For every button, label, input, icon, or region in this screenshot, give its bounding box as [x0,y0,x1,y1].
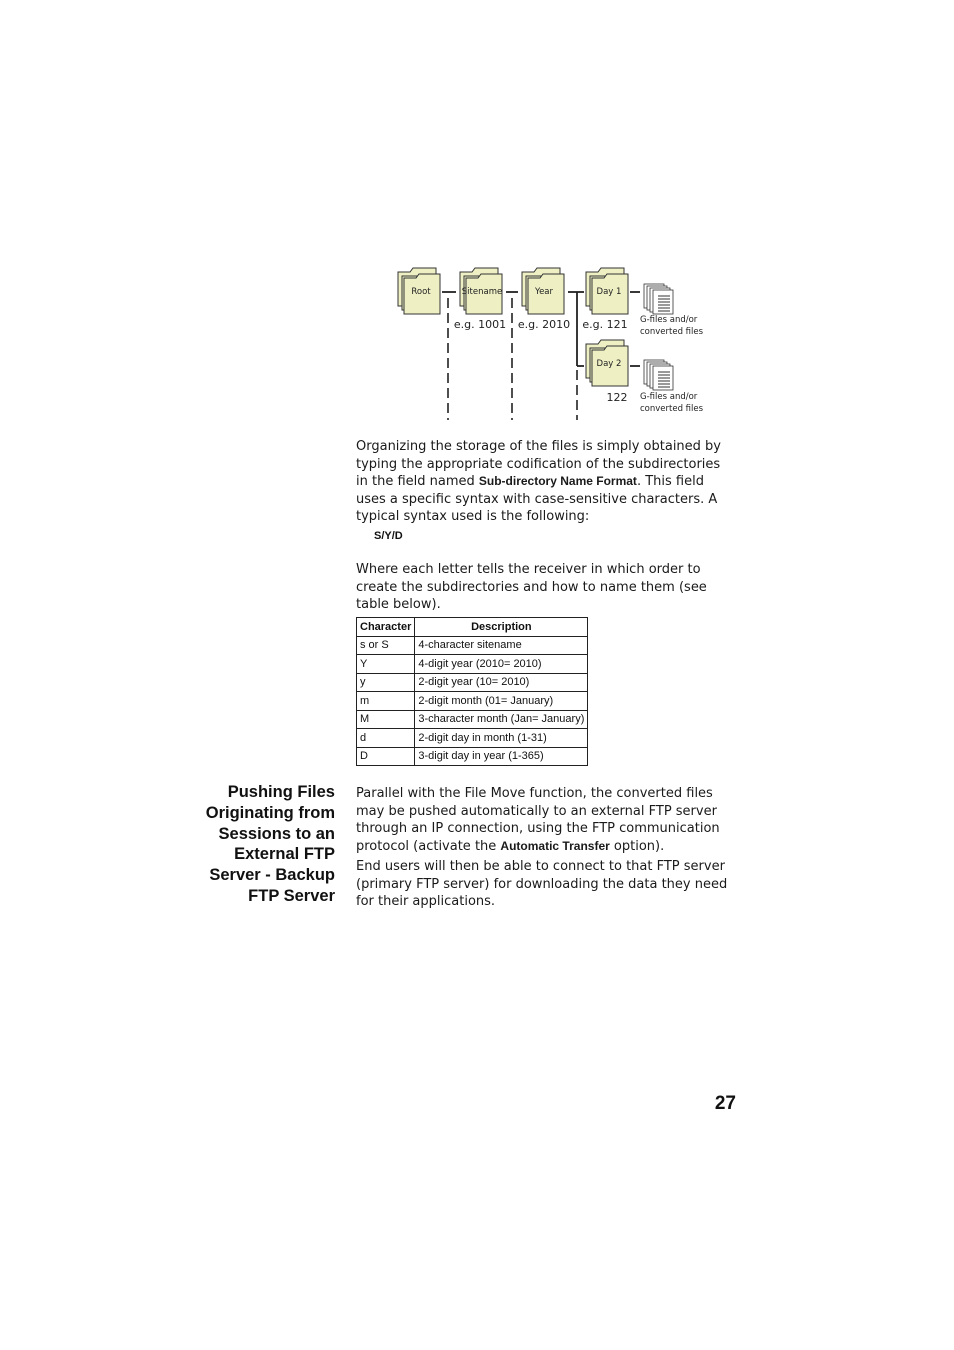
table-cell: 3-character month (Jan= January) [415,710,588,729]
sitename-folder-label: Sitename [461,287,503,297]
table-cell: 2-digit month (01= January) [415,692,588,711]
table-cell: d [357,729,415,748]
table-cell: 4-character sitename [415,636,588,655]
section-heading-line: External FTP [234,845,335,864]
table-cell: 3-digit day in year (1-365) [415,747,588,766]
root-folder-label: Root [411,287,431,297]
files-stack-icon [644,284,673,314]
section-paragraph-2: End users will then be able to connect to that FTP server (primary FTP server) for downloading the data they need for their applications. [356,859,728,910]
table-row [357,636,588,655]
table-row [357,673,588,692]
section-paragraph-1 [356,785,736,855]
table-header-row [357,618,588,637]
files-label-line2: converted files [640,327,704,337]
intro-text-after: . This field uses a specific syntax with case-sensitive characters. A typical syntax used is the following: [356,474,718,525]
files-label-line1: G-files and/or [640,392,698,402]
section-heading-line: Server - Backup [209,866,335,885]
table-row [357,710,588,729]
syntax-example: S/Y/D [374,530,403,542]
files-stack-icon [644,360,673,390]
year-example: e.g. 2010 [517,318,571,331]
section-heading-line: Sessions to an [218,824,335,843]
table-row [357,747,588,766]
field-name: Sub-directory Name Format [478,474,637,489]
day2-folder-label: Day 2 [596,359,622,369]
automatic-transfer-option: Automatic Transfer [500,838,610,853]
table-cell: m [357,692,415,711]
page-number: 27 [714,1093,736,1114]
section-heading-line: Originating from [205,803,335,822]
intro-paragraph [356,438,736,526]
table-cell: y [357,673,415,692]
section-heading [190,782,335,907]
year-folder-label: Year [535,287,553,297]
para1-text-before: Parallel with the File Move function, the converted files may be pushed automatically to an external FTP server through an IP connection, using the FTP communication protocol (activate the [356,786,720,854]
section-heading-line: FTP Server [248,886,335,905]
table-header: Character [357,618,415,637]
table-row [357,655,588,674]
table-cell: 4-digit year (2010= 2010) [415,655,588,674]
table-header: Description [415,618,588,637]
day2-example: 122 [606,391,628,404]
table-cell: Y [357,655,415,674]
table-cell: M [357,710,415,729]
table-cell: 2-digit day in month (1-31) [415,729,588,748]
table-cell: s or S [357,636,415,655]
table-row [357,692,588,711]
day1-folder-label: Day 1 [596,287,622,297]
sitename-example: e.g. 1001 [453,318,507,331]
intro-text-before: Organizing the storage of the files is simply obtained by typing the appropriate codification of the subdirectories in the field named [356,439,721,490]
character-table [356,617,588,766]
table-row [357,729,588,748]
files-label-line1: G-files and/or [640,315,698,325]
section-heading-line: Pushing Files [227,783,335,801]
day1-example: e.g. 121 [582,318,628,331]
table-cell: D [357,747,415,766]
explain-paragraph: Where each letter tells the receiver in which order to create the subdirectories and how to name them (see table below). [356,562,707,613]
directory-tree-diagram [390,258,720,426]
files-label-line2: converted files [640,404,704,414]
table-cell: 2-digit year (10= 2010) [415,673,588,692]
para1-text-after: option). [609,838,665,854]
